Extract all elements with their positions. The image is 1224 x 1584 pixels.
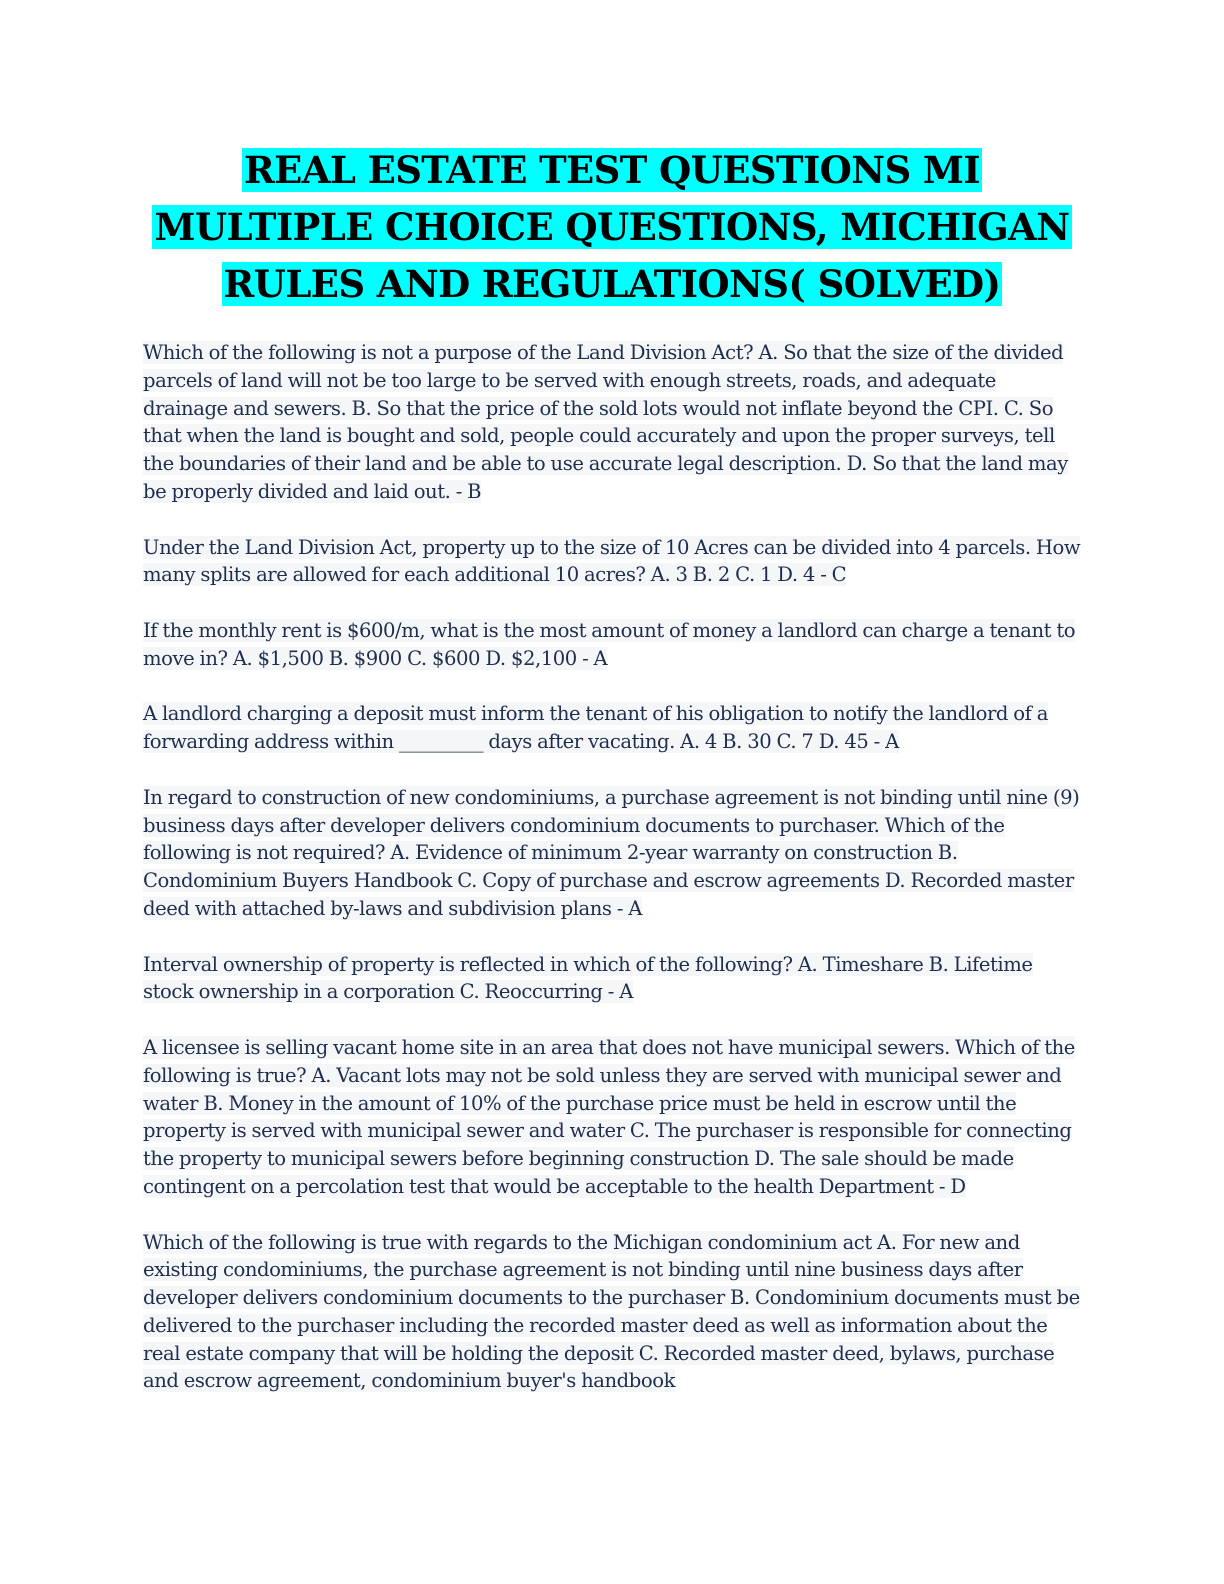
question-list <box>143 339 1083 1423</box>
title-line-2-text: MULTIPLE CHOICE QUESTIONS, MICHIGAN <box>154 205 1070 249</box>
question-item-6 <box>143 951 1083 1007</box>
question-text-7: A licensee is selling vacant home site in an area that does not have municipal sewers. Which of the following is true? A. Vacant lots may not be sold unless they are served with municipal sewer and water B. Money in the amount of 10% of the purchase price must be held in escrow until the property is served with municipal sewer and water C. The purchaser is responsible for connecting the property to municipal sewers before beginning construction D. The sale should be made contingent on a percolation test that would be acceptable to the health Department - D <box>143 1035 1075 1198</box>
document-title <box>0 142 1224 313</box>
title-line-3-text: RULES AND REGULATIONS( SOLVED) <box>223 262 1001 306</box>
question-text-2: Under the Land Division Act, property up to the size of 10 Acres can be divided into 4 parcels. How many splits are allowed for each additional 10 acres? A. 3 B. 2 C. 1 D. 4 - C <box>143 535 1081 587</box>
question-text-4: A landlord charging a deposit must inform the tenant of his obligation to notify the landlord of a forwarding address within _________ days after vacating. A. 4 B. 30 C. 7 D. 45 - A <box>143 702 1048 754</box>
title-line-1 <box>0 142 1224 199</box>
question-item-1 <box>143 339 1083 506</box>
question-item-5 <box>143 784 1083 923</box>
question-item-2 <box>143 534 1083 590</box>
question-item-7 <box>143 1034 1083 1201</box>
title-line-3 <box>0 256 1224 313</box>
question-item-8 <box>143 1229 1083 1396</box>
title-line-1-text: REAL ESTATE TEST QUESTIONS MI <box>244 148 980 192</box>
question-item-3 <box>143 617 1083 673</box>
question-text-6: Interval ownership of property is reflected in which of the following? A. Timeshare B. Lifetime stock ownership in a corporation C. Reoccurring - A <box>143 952 1033 1004</box>
title-line-2 <box>0 199 1224 256</box>
question-item-4 <box>143 700 1083 756</box>
question-text-5: In regard to construction of new condominiums, a purchase agreement is not binding until nine (9) business days after developer delivers condominium documents to purchaser. Which of the following is not required? A. Evidence of minimum 2-year warranty on construction B. Condominium Buyers Handbook C. Copy of purchase and escrow agreements D. Recorded master deed with attached by-laws and subdivision plans - A <box>143 785 1080 920</box>
question-text-3: If the monthly rent is $600/m, what is the most amount of money a landlord can charge a tenant to move in? A. $1,500 B. $900 C. $600 D. $2,100 - A <box>143 618 1076 670</box>
question-text-8: Which of the following is true with regards to the Michigan condominium act A. For new and existing condominiums, the purchase agreement is not binding until nine business days after developer delivers condominium documents to the purchaser B. Condominium documents must be delivered to the purchaser including the recorded master deed as well as information about the real estate company that will be holding the deposit C. Recorded master deed, bylaws, purchase and escrow agreement, condominium buyer's handbook <box>143 1230 1080 1393</box>
question-text-1: Which of the following is not a purpose of the Land Division Act? A. So that the size of the divided parcels of land will not be too large to be served with enough streets, roads, and adequate drainage and sewers. B. So that the price of the sold lots would not inflate beyond the CPI. C. So that when the land is bought and sold, people could accurately and upon the proper surveys, tell the boundaries of their land and be able to use accurate legal description. D. So that the land may be properly divided and laid out. - B <box>143 341 1068 503</box>
